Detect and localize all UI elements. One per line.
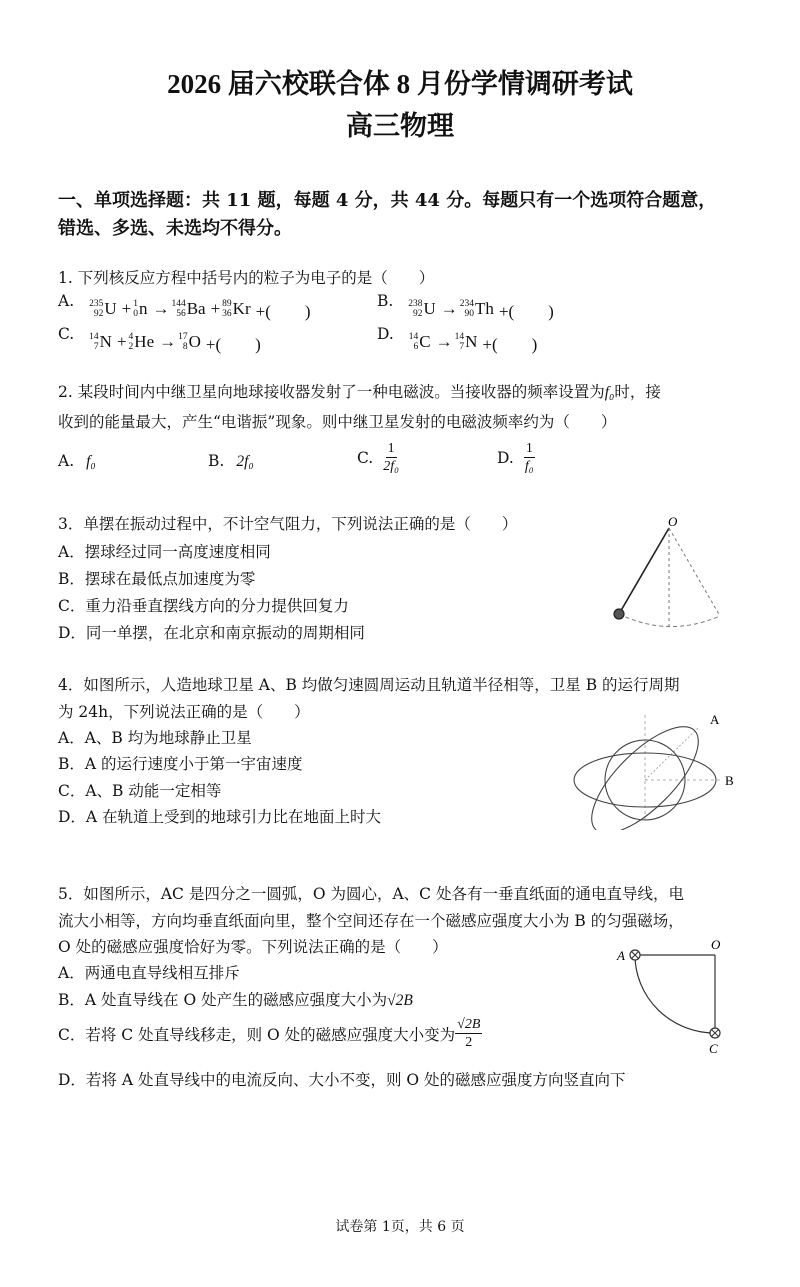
element-symbol: n [138, 299, 148, 318]
q2-option-d [497, 440, 535, 475]
q4-stem-line2: 为 24h，下列说法正确的是（ ） [58, 703, 310, 721]
q2-d-fraction [524, 440, 535, 475]
nuclide-numbers [455, 332, 465, 352]
mass-number: 14 [454, 332, 465, 342]
element-symbol: C [419, 332, 431, 351]
orbit-label-a: A [710, 712, 720, 727]
pivot-label-o: O [668, 514, 678, 529]
nuclide [408, 299, 439, 319]
q4-option-d: D．A 在轨道上受到的地球引力比在地面上时大 [58, 808, 382, 826]
q2-b-value: 2f₀ [236, 453, 254, 470]
nuclide [133, 299, 150, 319]
a-radius-line [645, 728, 698, 780]
equation-operator: → [435, 332, 453, 351]
point-label-a: A [617, 948, 625, 963]
q2-stem-line2: 收到的能量最大，产生“电谐振”现象。则中继卫星发射的电磁波频率约为（ ） [58, 413, 617, 431]
wire-c-into-page-icon [710, 1028, 720, 1038]
q2-d-numerator: 1 [525, 441, 533, 456]
nuclide-numbers [171, 299, 185, 319]
q2-option-c [357, 440, 399, 475]
q5-stem-line3: O 处的磁感应强度恰好为零。下列说法正确的是（ ） [58, 938, 448, 956]
atomic-number: 6 [413, 342, 419, 352]
equation-operator: +( ) [255, 301, 311, 321]
atomic-number: 90 [464, 309, 475, 319]
section-heading-line2: 错选、多选、未选均不得分。 [58, 218, 292, 239]
mass-number: 144 [171, 299, 186, 309]
q1-option-a [58, 292, 313, 322]
mass-number: 238 [408, 299, 423, 309]
wire-a-into-page-icon [630, 950, 640, 960]
atomic-number: 36 [222, 309, 232, 319]
q5-b-value: √2B [387, 992, 413, 1009]
q1-c-equation [89, 330, 263, 355]
q2-a-label: A. [58, 452, 75, 470]
q5-c-text: C．若将 C 处直导线移走，则 O 处的磁感应强度大小变为 [58, 1025, 456, 1044]
mass-number: 17 [178, 332, 188, 342]
mass-number: 14 [408, 332, 419, 342]
nuclide-numbers [129, 332, 134, 352]
q2-line1-end: 时，接 [614, 383, 661, 401]
equation-operator: + [210, 299, 221, 318]
element-symbol: U [104, 299, 117, 318]
nuclide [171, 299, 208, 319]
q1-b-label: B. [377, 292, 394, 310]
q2-c-denominator: 2f₀ [383, 459, 399, 474]
mass-number: 235 [89, 299, 104, 309]
pendulum-figure [600, 510, 750, 640]
mass-number: 4 [128, 332, 134, 342]
mass-number: 14 [89, 332, 99, 342]
q5-c-denominator: 2 [465, 1035, 473, 1050]
equation-operator: +( ) [482, 334, 538, 354]
q5-option-d: D．若将 A 处直导线中的电流反向、大小不变，则 O 处的磁感应强度方向竖直向下 [58, 1071, 626, 1089]
nuclide [178, 332, 204, 352]
nuclide-numbers [222, 299, 232, 319]
element-symbol: Ba [186, 299, 206, 318]
q5-stem-line1: 5．如图所示，AC 是四分之一圆弧，O 为圆心，A、C 处各有一垂直纸面的通电直导线，电 [58, 885, 684, 903]
atomic-number: 7 [459, 342, 465, 352]
q1-d-label: D. [377, 325, 394, 343]
element-symbol: U [423, 299, 436, 318]
q2-b-label: B. [208, 452, 225, 470]
mass-number: 234 [459, 299, 475, 309]
point-label-c: C [709, 1041, 718, 1056]
mass-number: 89 [222, 299, 232, 309]
q5-option-b [58, 988, 413, 1010]
nuclide-numbers [89, 332, 99, 352]
orbit-label-b: B [725, 773, 734, 788]
q4-option-a: A．A、B 均为地球静止卫星 [58, 729, 252, 747]
exam-title: 2026 届六校联合体 8 月份学情调研考试 [167, 69, 633, 99]
nuclide [89, 299, 120, 319]
q1-option-b [377, 292, 556, 322]
nuclide [460, 299, 497, 319]
q4-stem-line1: 4．如图所示，人造地球卫星 A、B 均做匀速圆周运动且轨道半径相等，卫星 B 的运行周期 [58, 676, 680, 694]
q2-f0: f₀ [604, 384, 615, 401]
atomic-number: 8 [182, 342, 188, 352]
element-symbol: N [99, 332, 112, 351]
q2-d-label: D. [497, 448, 514, 467]
nuclide-numbers [460, 299, 474, 319]
q1-d-equation [409, 330, 540, 355]
q2-c-numerator: 1 [387, 441, 395, 456]
arc-ac [635, 955, 715, 1033]
equation-operator: → [440, 299, 458, 318]
q5-stem-line2: 流大小相等，方向均垂直纸面向里，整个空间还存在一个磁感应强度大小为 B 的匀强磁场， [58, 912, 684, 930]
nuclide [89, 332, 115, 352]
q3-option-b: B．摆球在最低点加速度为零 [58, 570, 256, 588]
q5-c-numerator: √2B [457, 1017, 481, 1032]
q5-c-fraction [455, 1016, 482, 1051]
nuclide [455, 332, 481, 352]
nuclide [129, 332, 158, 352]
atomic-number: 92 [413, 309, 423, 319]
nuclide-numbers [409, 332, 419, 352]
q3-stem: 3．单摆在振动过程中，不计空气阻力，下列说法正确的是（ ） [58, 515, 518, 533]
nuclide [222, 299, 253, 319]
mass-number: 1 [133, 299, 138, 309]
q3-option-d: D．同一单摆，在北京和南京振动的周期相同 [58, 624, 365, 642]
element-symbol: N [465, 332, 478, 351]
q2-d-denominator: f₀ [524, 459, 534, 474]
equation-operator: +( ) [205, 334, 261, 354]
satellite-orbits-figure [570, 700, 750, 830]
q1-a-equation [89, 297, 312, 322]
atomic-number: 92 [93, 309, 104, 319]
atomic-number: 0 [133, 309, 138, 319]
q1-option-d [377, 325, 539, 355]
quarter-arc-figure [605, 935, 735, 1060]
q1-option-c [58, 325, 263, 355]
q1-b-equation [408, 297, 556, 322]
q5-option-c [58, 1016, 482, 1051]
equation-operator: → [159, 332, 177, 351]
equation-operator: + [116, 332, 127, 351]
q2-a-value: f₀ [86, 453, 96, 470]
nuclide-numbers [408, 299, 422, 319]
atomic-number: 56 [176, 309, 186, 319]
q2-c-fraction [383, 440, 399, 475]
equation-operator: → [152, 299, 170, 318]
q4-option-b: B．A 的运行速度小于第一宇宙速度 [58, 755, 303, 773]
element-symbol: O [188, 332, 201, 351]
element-symbol: He [134, 332, 155, 351]
pendulum-bob [614, 609, 624, 619]
nuclide [409, 332, 434, 352]
page-footer: 试卷第 1页，共 6 页 [335, 1219, 465, 1235]
section-heading-line1: 一、单项选择题：共 11 题，每题 4 分，共 44 分。每题只有一个选项符合题意， [58, 190, 717, 211]
q1-a-label: A. [58, 292, 75, 310]
nuclide-numbers [178, 332, 188, 352]
q3-option-c: C．重力沿垂直摆线方向的分力提供回复力 [58, 597, 349, 615]
exam-subject: 高三物理 [346, 111, 454, 141]
q4-option-c: C．A、B 动能一定相等 [58, 782, 222, 800]
element-symbol: Th [475, 299, 494, 318]
extreme-dashed-line [669, 528, 720, 616]
nuclide-numbers [89, 299, 103, 319]
element-symbol: Kr [232, 299, 251, 318]
q2-line1-text: 2. 某段时间内中继卫星向地球接收器发射了一种电磁波。当接收器的频率设置为 [58, 383, 605, 401]
q2-c-label: C. [357, 448, 374, 467]
nuclide-numbers [133, 299, 138, 319]
atomic-number: 7 [93, 342, 99, 352]
q1-c-label: C. [58, 325, 75, 343]
equation-operator: +( ) [498, 301, 554, 321]
q5-option-a: A．两通电直导线相互排斥 [58, 964, 240, 982]
q2-option-a [58, 452, 96, 471]
q2-option-b [208, 452, 254, 471]
q1-stem: 1. 下列核反应方程中括号内的粒子为电子的是（ ） [58, 269, 435, 287]
atomic-number: 2 [128, 342, 134, 352]
equation-operator: + [121, 299, 132, 318]
q5-b-text: B．A 处直导线在 O 处产生的磁感应强度大小为 [58, 991, 388, 1009]
q3-option-a: A．摆球经过同一高度速度相同 [58, 543, 271, 561]
point-label-o: O [711, 937, 721, 952]
q2-stem-line1 [58, 380, 661, 402]
pendulum-string [619, 528, 669, 614]
